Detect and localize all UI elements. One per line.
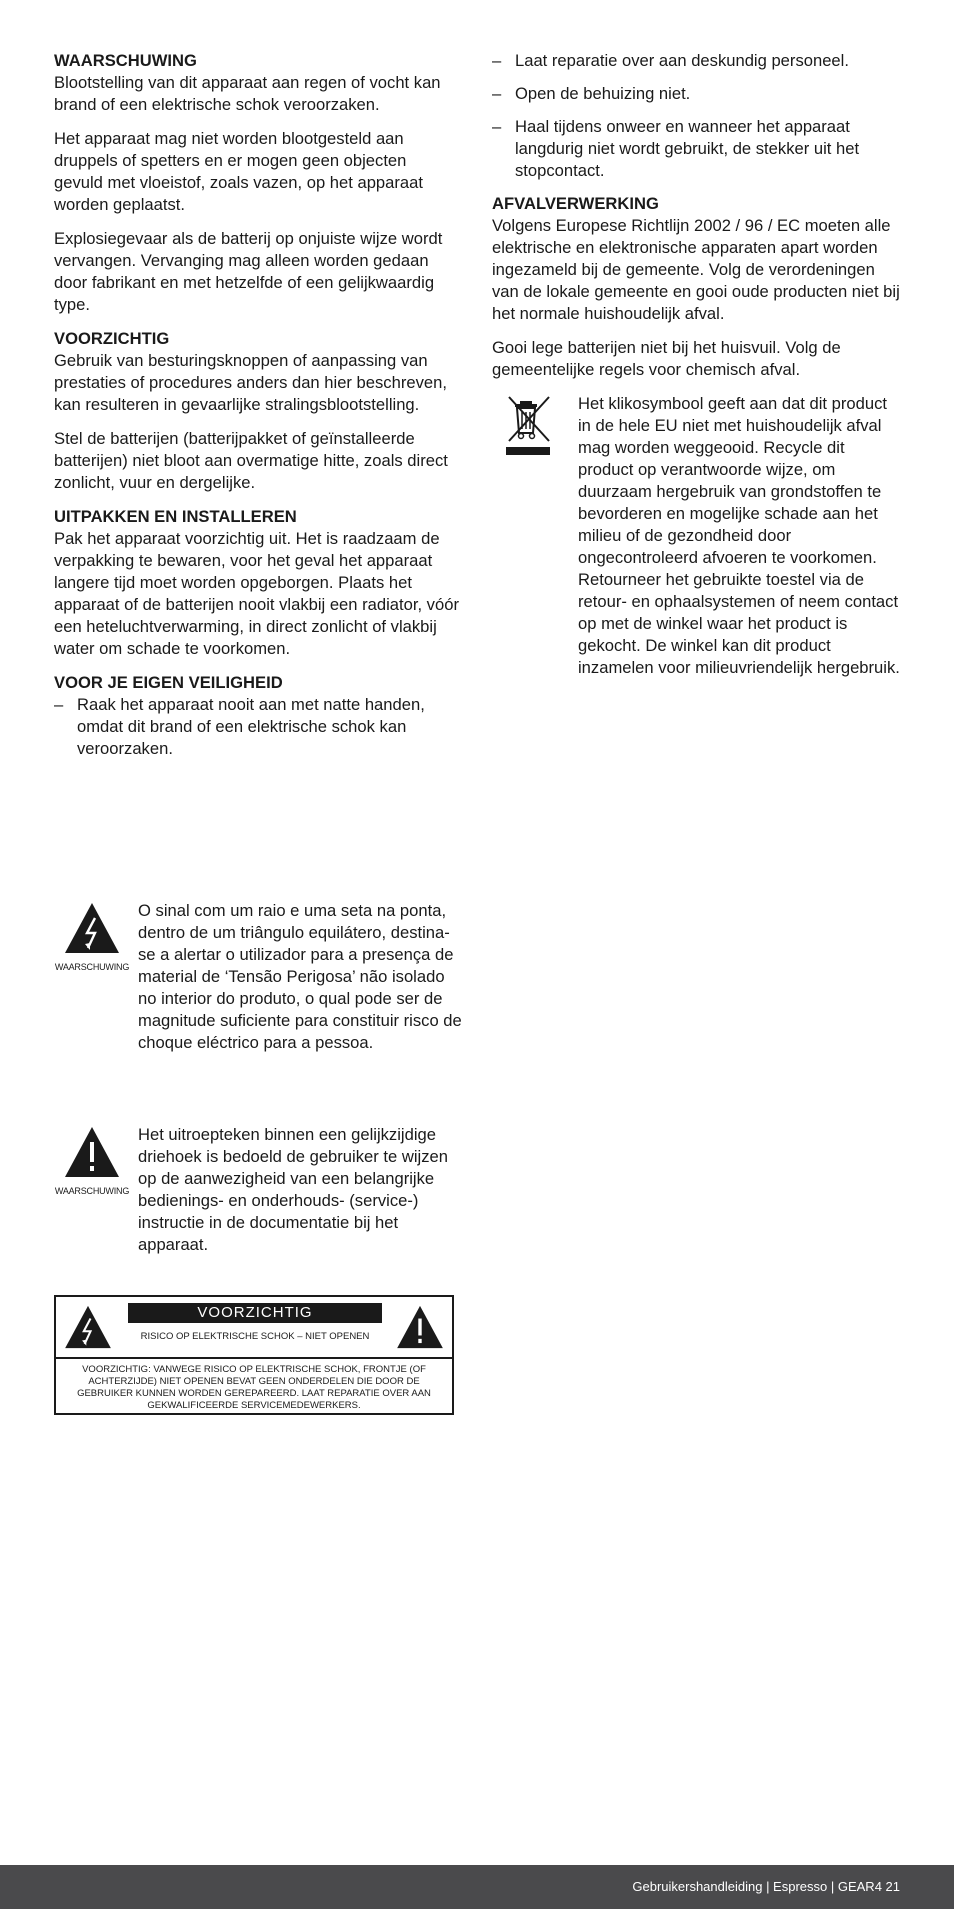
right-bullet-3-text: Haal tijdens onweer en wanneer het apparaat langdurig niet wordt gebruikt, de stekker uit het stopcontact. — [515, 117, 860, 180]
waarschuwing-paragraph-1: Blootstelling van dit apparaat aan regen of vocht kan brand of een elektrische schok veroorzaken. — [54, 73, 441, 114]
uitpakken-section — [54, 506, 459, 660]
waarschuwing-heading: WAARSCHUWING — [54, 51, 197, 70]
right-bullet-1-text: Laat reparatie over aan deskundig personeel. — [515, 51, 849, 70]
bullet-dash: – — [492, 51, 502, 70]
bullet-dash: – — [54, 695, 64, 714]
afval-heading: AFVALVERWERKING — [492, 194, 659, 213]
caution-box-title: VOORZICHTIG — [128, 1303, 382, 1323]
exclamation-warning-label: WAARSCHUWING — [54, 1186, 130, 1196]
right-bullet-2 — [492, 83, 902, 105]
left-column — [54, 50, 459, 772]
voorzichtig-paragraph-2: Stel de batterijen (batterijpakket of geïnstalleerde batterijen) niet bloot aan overmatige hitte, zoals direct zonlicht, vuur en dergelijke. — [54, 429, 448, 492]
voorzichtig-paragraph-1: Gebruik van besturingsknoppen of aanpassing van prestaties of procedures anders dan hier beschreven, kan resulteren in gevaarlijke stralingsblootstelling. — [54, 351, 447, 414]
afval-paragraph-2: Gooi lege batterijen niet bij het huisvuil. Volg de gemeentelijke regels voor chemisch afval. — [492, 338, 841, 379]
exclamation-warning-icon-group — [54, 1126, 130, 1196]
bullet-dash: – — [492, 117, 502, 136]
crossed-bin-icon — [506, 393, 552, 457]
uitpakken-paragraph: Pak het apparaat voorzichtig uit. Het is raadzaam de verpakking te bewaren, voor het geval het apparaat langere tijd moet worden opgeborgen. Plaats het apparaat of de batterijen nooit vlakbij een radiator, vóór een heteluchtverwarming, in direct zonlicht of vlakbij water om schade te voorkomen. — [54, 529, 459, 658]
caution-box-header — [56, 1297, 452, 1359]
right-bullet-2-text: Open de behuizing niet. — [515, 84, 691, 103]
veiligheid-bullet-text: Raak het apparaat nooit aan met natte handen, omdat dit brand of een elektrische schok kan veroorzaken. — [77, 695, 425, 758]
bullet-dash: – — [492, 84, 502, 103]
voorzichtig-section — [54, 328, 459, 494]
exclamation-warning-block — [54, 1124, 464, 1256]
lightning-warning-block — [54, 900, 464, 1054]
veiligheid-heading: VOOR JE EIGEN VEILIGHEID — [54, 673, 283, 692]
exclamation-warning-text: Het uitroepteken binnen een gelijkzijdige driehoek is bedoeld de gebruiker te wijzen op de aanwezigheid van een belangrijke bedienings- en onderhouds- (service-) instructie in de documentatie bij het apparaat. — [138, 1125, 448, 1254]
caution-label-box — [54, 1295, 454, 1415]
exclamation-triangle-icon — [396, 1305, 444, 1349]
lightning-triangle-icon — [64, 902, 120, 954]
klikosymbool-block — [492, 393, 902, 679]
lightning-warning-icon-group — [54, 902, 130, 972]
lightning-warning-text: O sinal com um raio e uma seta na ponta, dentro de um triângulo equilátero, destina-se a alertar o utilizador para a presença de material de ‘Tensão Perigosa’ não isolado no interior do produto, o qual pode ser de magnitude suficiente para constituir risco de choque eléctrico para a pessoa. — [138, 901, 462, 1052]
lightning-warning-label: WAARSCHUWING — [54, 962, 130, 972]
waarschuwing-paragraph-3: Explosiegevaar als de batterij op onjuiste wijze wordt vervangen. Vervanging mag alleen worden gedaan door fabrikant en met hetzelfde of een gelijkwaardig type. — [54, 229, 443, 314]
veiligheid-bullet — [54, 694, 459, 760]
waarschuwing-section — [54, 50, 459, 316]
right-column — [492, 50, 902, 679]
uitpakken-heading: UITPAKKEN EN INSTALLEREN — [54, 507, 297, 526]
klikosymbool-text: Het klikosymbool geeft aan dat dit product in de hele EU niet met huishoudelijk afval mag worden weggeooid. Recycle dit product op verantwoorde wijze, om duurzaam hergebruik van grondstoffen te bevorderen en mogelijke schade aan het milieu of de gezondheid door ongecontroleerd afvoeren te voorkomen. Retourneer het gebruikte toestel via de retour- en ophaalsystemen of neem contact op met de winkel waar het product is gekocht. De winkel kan dit product inzamelen voor milieuvriendelijk hergebruik. — [578, 394, 900, 677]
waarschuwing-paragraph-2: Het apparaat mag niet worden blootgesteld aan druppels of spetters en er mogen geen objecten gevuld met vloeistof, zoals vazen, op het apparaat worden geplaatst. — [54, 129, 423, 214]
right-bullet-3 — [492, 116, 902, 182]
caution-box-subtitle: RISICO OP ELEKTRISCHE SCHOK – NIET OPENEN — [140, 1331, 370, 1342]
exclamation-triangle-icon — [64, 1126, 120, 1178]
page-footer — [0, 1865, 954, 1909]
veiligheid-section — [54, 672, 459, 760]
afval-paragraph-1: Volgens Europese Richtlijn 2002 / 96 / EC moeten alle elektrische en elektronische apparaten apart worden ingezameld bij de gemeente. Volg de verordeningen van de lokale gemeente en gooi oude producten niet bij het normale huishoudelijk afval. — [492, 216, 900, 323]
right-bullet-1 — [492, 50, 902, 72]
lightning-triangle-icon — [64, 1305, 112, 1349]
voorzichtig-heading: VOORZICHTIG — [54, 329, 170, 348]
footer-text: Gebruikershandleiding | Espresso | GEAR4 21 — [632, 1879, 900, 1894]
caution-box-body: VOORZICHTIG: VANWEGE RISICO OP ELEKTRISCHE SCHOK, FRONTJE (OF ACHTERZIJDE) NIET OPENEN BEVAT GEEN ONDERDELEN DIE DOOR DE GEBRUIKER KUNNEN WORDEN GEREPAREERD. LAAT REPARATIE OVER AAN GEKWALIFICEERDE SERVICEMEDEWERKERS. — [77, 1364, 431, 1411]
afval-section — [492, 193, 902, 381]
